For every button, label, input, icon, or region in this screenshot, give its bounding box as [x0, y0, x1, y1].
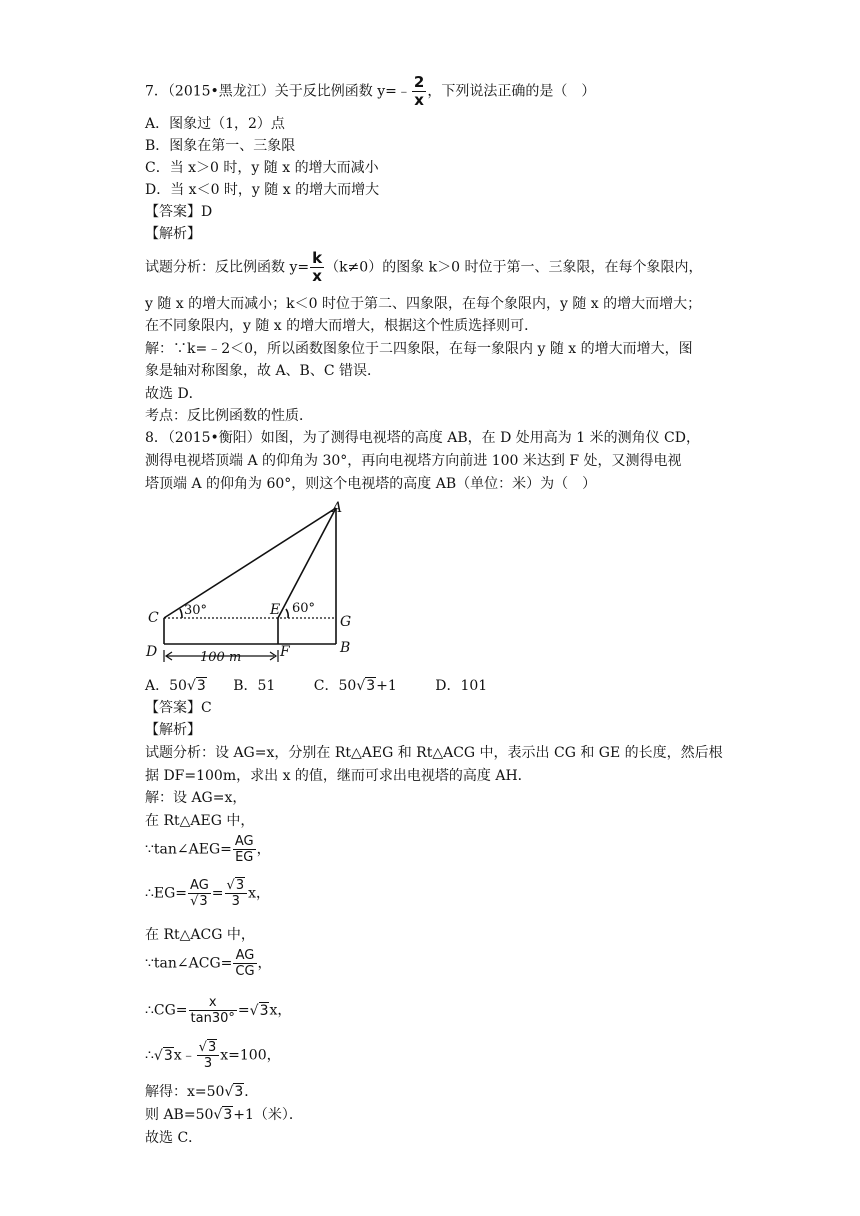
q7-choose: 故选 D． [145, 386, 203, 402]
q7-analysis-fraction: $\frac{k}{x}$ [312, 249, 323, 285]
tower-figure [140, 496, 370, 668]
q8-choose: 故选 C． [145, 1130, 203, 1146]
q7-solution-line-1: 解：∵k=﹣2＜0，所以函数图象位于二四象限，在每一象限内 y 随 x 的增大而增大，图 [145, 341, 693, 357]
q7-option-b: B．图象在第一、三象限 [145, 138, 296, 154]
q8-analysis-line-1: 试题分析：设 AG=x，分别在 Rt△AEG 和 Rt△ACG 中，表示出 CG 和 GE 的长度，然后根 [145, 745, 723, 761]
q7-fraction: $\frac{2}{x}$ [413, 73, 425, 109]
q8-solution-4: ∴EG= $\frac{AG}{√3}$ = $\frac{√3}{3}$ x， [145, 878, 271, 909]
q7-analysis-line-2: y 随 x 的增大而减小；k＜0 时位于第二、四象限，在每个象限内，y 随 x 的增大而增大； [145, 296, 702, 312]
label-e: E [270, 602, 281, 618]
q7-solution-line-2: 象是轴对称图象，故 A、B、C 错误． [145, 363, 382, 379]
q8-options: A．50√3 B．51 C．50√3+1 D．101 [145, 678, 488, 694]
angle-30-label: 30° [184, 603, 208, 618]
q7-kaodian: 考点：反比例函数的性质． [145, 408, 313, 424]
q7-option-c: C．当 x＞0 时，y 随 x 的增大而减小 [145, 160, 379, 176]
angle-60-label: 60° [292, 601, 316, 616]
q8-solution-6: ∵tan∠ACG= $\frac{AG}{CG}$ ， [145, 948, 272, 979]
q8-solution-2: 在 Rt△AEG 中， [145, 813, 255, 829]
q8-solution-3: ∵tan∠AEG= $\frac{AG}{EG}$ ， [145, 834, 271, 865]
q8-analysis-heading: 【解析】 [145, 722, 201, 738]
label-c: C [148, 610, 159, 626]
q8-answer: 【答案】C [145, 700, 212, 716]
sqrt-symbol: √3 [186, 678, 206, 694]
q7-analysis-line-1: 试题分析：反比例函数 y= $\frac{k}{x}$ （k≠0）的图象 k＞0 时位于第一、三象限，在每个象限内， [145, 249, 703, 285]
sqrt-symbol: √3 [356, 678, 376, 694]
q8-stem-line-1: 8．（2015•衡阳）如图，为了测得电视塔的高度 AB，在 D 处用高为 1 米的测角仪 CD， [145, 430, 700, 446]
q8-solution-5: 在 Rt△ACG 中， [145, 927, 255, 943]
q7-stem: 7．（2015•黑龙江）关于反比例函数 y=﹣ $\frac{2}{x}$ ，下列说法正确的是（ ） [145, 73, 596, 109]
q8-solution-8: ∴√3x﹣ $\frac{√3}{3}$ x=100， [145, 1040, 281, 1071]
q7-option-d: D．当 x＜0 时，y 随 x 的增大而增大 [145, 182, 380, 198]
q8-analysis-line-2: 据 DF=100m，求出 x 的值，继而可求出电视塔的高度 AH． [145, 768, 532, 784]
q7-analysis-line-3: 在不同象限内，y 随 x 的增大而增大，根据这个性质选择则可． [145, 318, 539, 334]
label-a: A [332, 500, 343, 516]
q8-stem-line-2: 测得电视塔顶端 A 的仰角为 30°，再向电视塔方向前进 100 米达到 F 处，又测得电视 [145, 453, 682, 469]
q7-answer: 【答案】D [145, 204, 213, 220]
q8-stem-line-3: 塔顶端 A 的仰角为 60°，则这个电视塔的高度 AB（单位：米）为（ ） [145, 476, 597, 492]
q8-solution-9: 解得：x=50√3． [145, 1084, 259, 1100]
label-g: G [340, 614, 352, 630]
q8-solution-1: 解：设 AG=x， [145, 790, 247, 806]
q8-solution-10: 则 AB=50√3+1（米）． [145, 1107, 303, 1123]
distance-label: 100 m [200, 650, 242, 665]
label-d: D [146, 644, 158, 660]
q7-option-a: A．图象过（1，2）点 [145, 116, 285, 132]
label-f: F [280, 644, 290, 660]
q7-analysis-heading: 【解析】 [145, 226, 201, 242]
label-b: B [340, 640, 351, 656]
q8-solution-7: ∴CG= $\frac{x}{\tan 30^\circ}$ =√3x， [145, 995, 292, 1026]
